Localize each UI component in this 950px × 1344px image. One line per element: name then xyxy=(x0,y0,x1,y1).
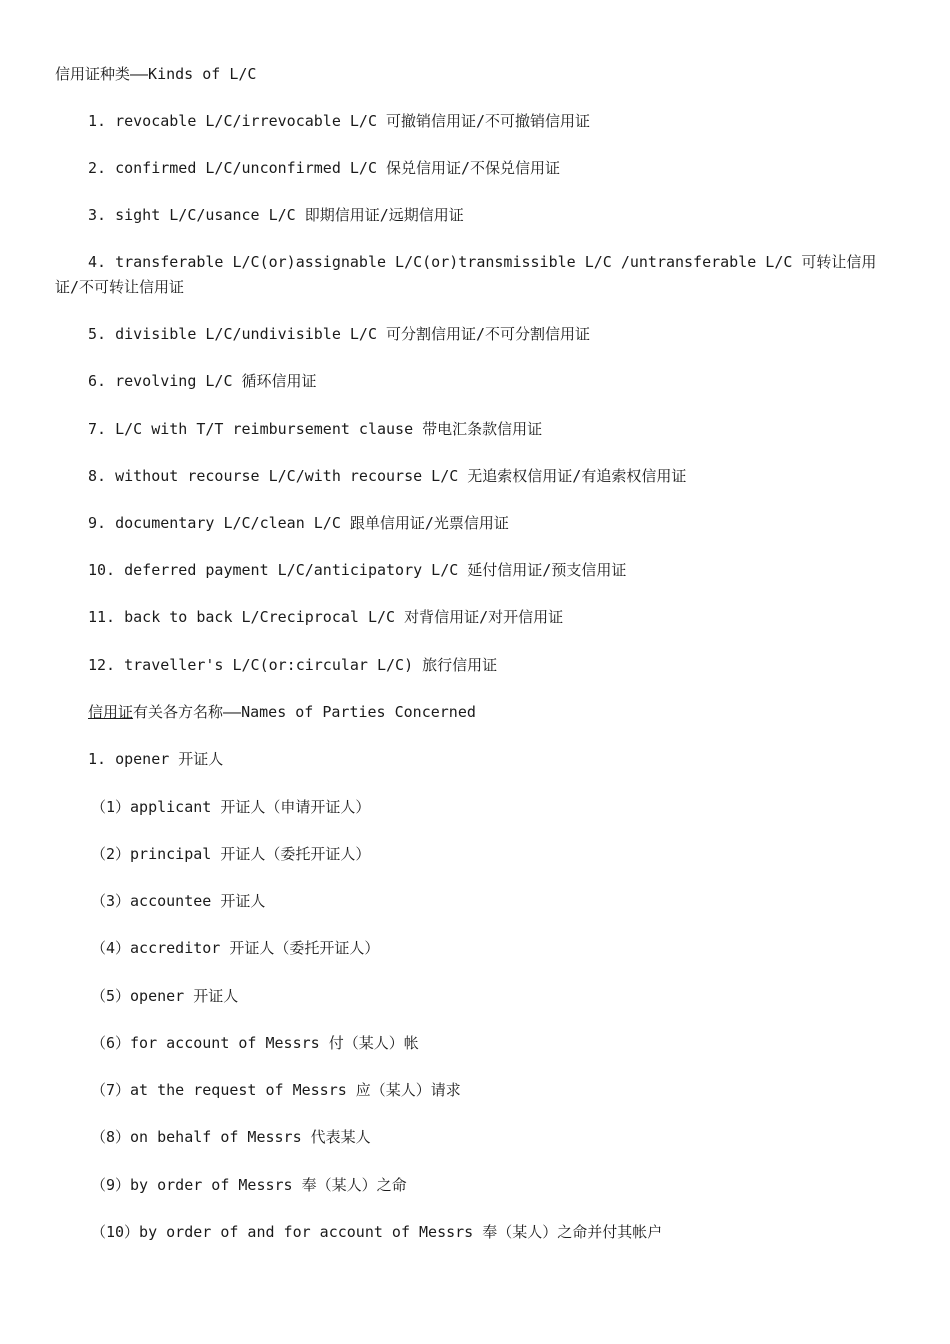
list-item: 4. transferable L/C(or)assignable L/C(or)transmissible L/C /untransferable L/C 可转让信用证/不可转让信用证 xyxy=(55,253,877,296)
list-item: 6. revolving L/C 循环信用证 xyxy=(88,372,317,390)
sub-list-item: （4）accreditor 开证人（委托开证人） xyxy=(91,939,380,957)
list-item: 11. back to back L/Creciprocal L/C 对背信用证/对开信用证 xyxy=(88,608,564,626)
list-item: 3. sight L/C/usance L/C 即期信用证/远期信用证 xyxy=(88,206,464,224)
section-heading-kinds-of-lc: 信用证种类——Kinds of L/C xyxy=(55,65,257,83)
sub-list-item: （10）by order of and for account of Messrs 奉（某人）之命并付其帐户 xyxy=(91,1223,663,1241)
sub-list-item: （6）for account of Messrs 付（某人）帐 xyxy=(91,1034,419,1052)
list-item: 8. without recourse L/C/with recourse L/C 无追索权信用证/有追索权信用证 xyxy=(88,467,687,485)
sub-list-item: （9）by order of Messrs 奉（某人）之命 xyxy=(91,1176,407,1194)
sub-list-item: （8）on behalf of Messrs 代表某人 xyxy=(91,1128,371,1146)
sub-list-item: （3）accountee 开证人 xyxy=(91,892,266,910)
list-item: 5. divisible L/C/undivisible L/C 可分割信用证/不可分割信用证 xyxy=(88,325,591,343)
list-item: 1. opener 开证人 xyxy=(88,750,224,768)
list-item: 2. confirmed L/C/unconfirmed L/C 保兑信用证/不保兑信用证 xyxy=(88,159,561,177)
list-item: 10. deferred payment L/C/anticipatory L/C 延付信用证/预支信用证 xyxy=(88,561,627,579)
sub-list-item: （5）opener 开证人 xyxy=(91,987,239,1005)
list-item: 9. documentary L/C/clean L/C 跟单信用证/光票信用证 xyxy=(88,514,509,532)
sub-list-item: （2）principal 开证人（委托开证人） xyxy=(91,845,371,863)
section-heading-parties xyxy=(88,702,476,722)
list-item: 7. L/C with T/T reimbursement clause 带电汇条款信用证 xyxy=(88,420,543,438)
sub-list-item: （1）applicant 开证人（申请开证人） xyxy=(91,798,371,816)
heading-rest: 有关各方名称——Names of Parties Concerned xyxy=(133,703,476,721)
list-item: 1. revocable L/C/irrevocable L/C 可撤销信用证/不可撤销信用证 xyxy=(88,112,591,130)
heading-link[interactable]: 信用证 xyxy=(88,703,134,721)
list-item: 12. traveller's L/C(or:circular L/C) 旅行信用证 xyxy=(88,656,498,674)
sub-list-item: （7）at the request of Messrs 应（某人）请求 xyxy=(91,1081,461,1099)
